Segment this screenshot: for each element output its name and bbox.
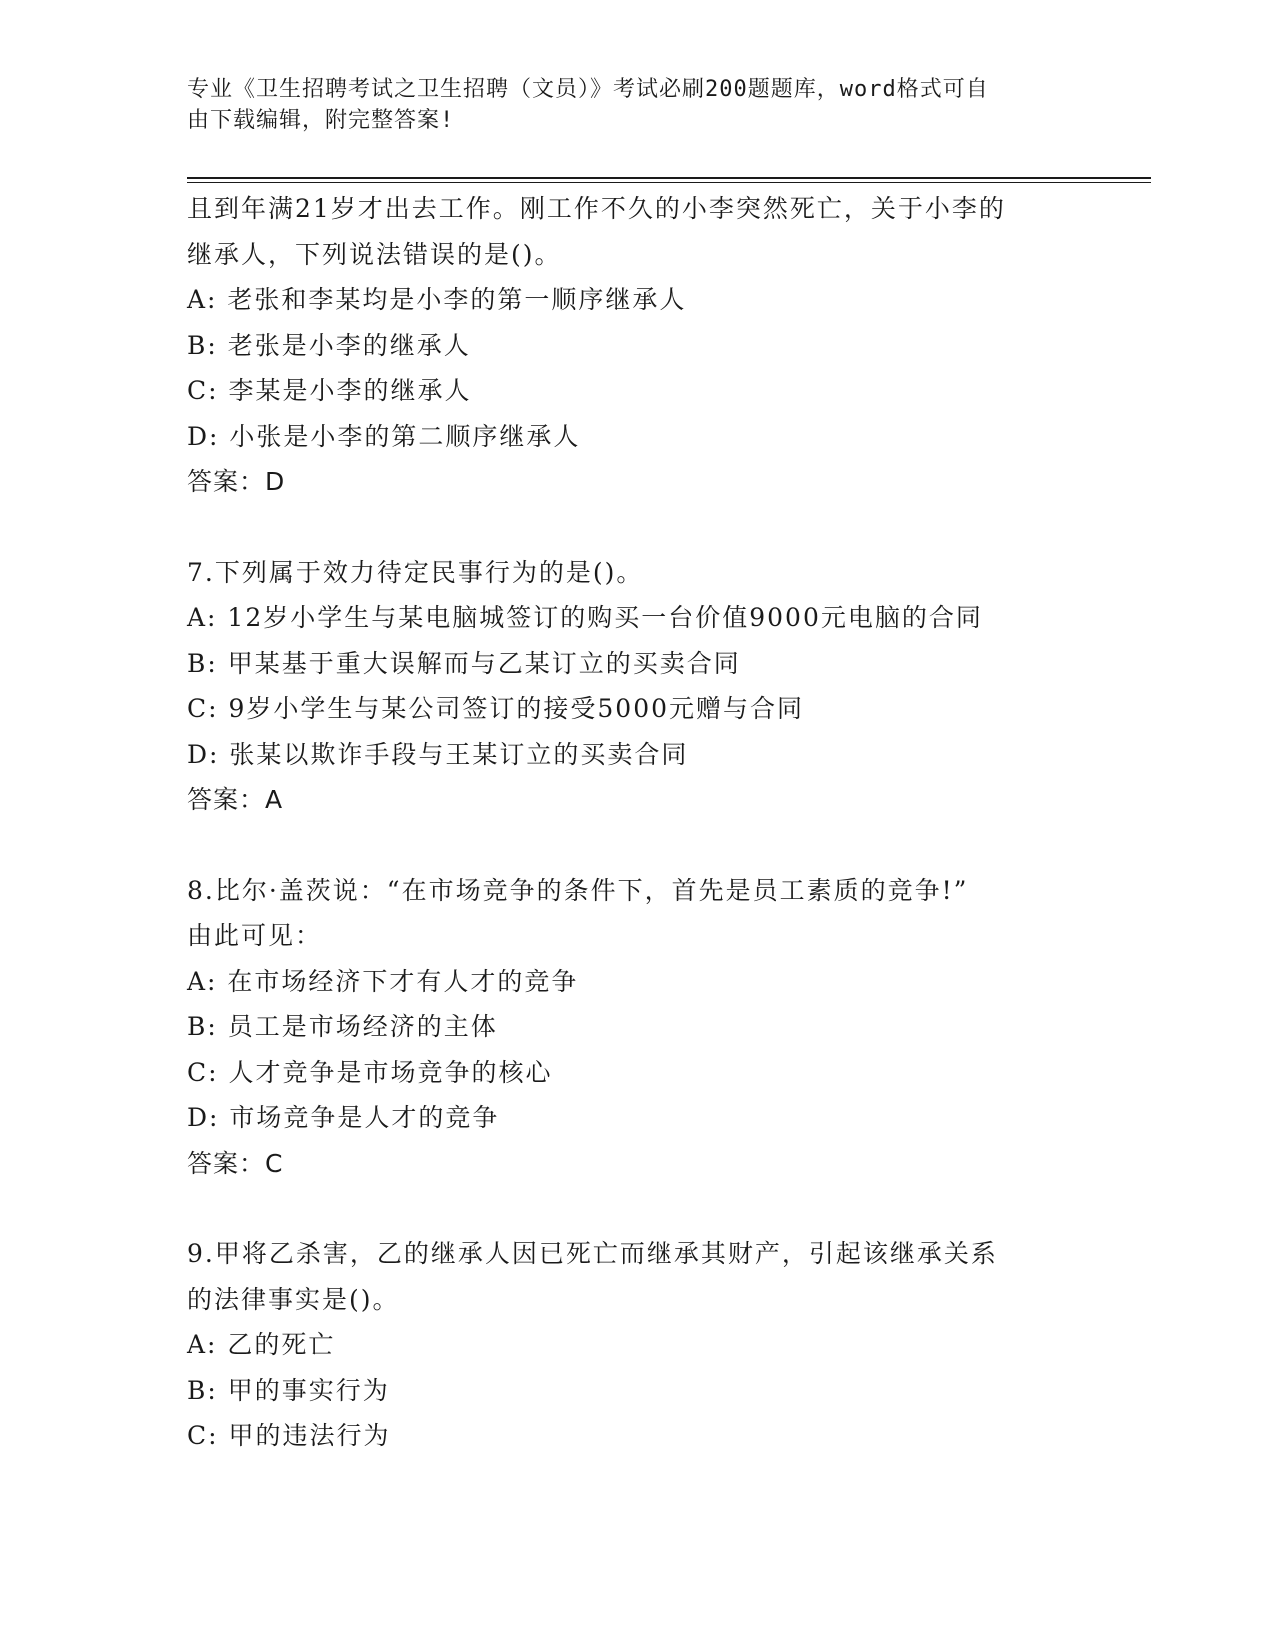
option-d: D: 小张是小李的第二顺序继承人	[187, 421, 581, 451]
option-d: D: 市场竞争是人才的竞争	[187, 1103, 500, 1132]
option-a: A: 在市场经济下才有人才的竞争	[187, 966, 579, 996]
option-c: C: 甲的违法行为	[187, 1421, 391, 1450]
question-spacer	[187, 1186, 1107, 1231]
question-content	[187, 186, 1107, 1459]
question-stem: 9.甲将乙杀害，乙的继承人因已死亡而继承其财产，引起该继承关系	[187, 1239, 998, 1268]
header-line-1: 专业《卫生招聘考试之卫生招聘（文员）》考试必刷200题题库，word格式可自	[187, 77, 989, 102]
question-stem: 由此可见：	[187, 921, 323, 950]
header-divider-thin	[187, 182, 1151, 183]
question-spacer	[187, 823, 1107, 868]
question-stem: 的法律事实是()。	[187, 1284, 400, 1314]
option-c: C: 9岁小学生与某公司签订的接受5000元赠与合同	[187, 694, 805, 723]
answer: 答案：A	[187, 785, 284, 814]
option-d: D: 张某以欺诈手段与王某订立的买卖合同	[187, 739, 689, 769]
option-a: A: 12岁小学生与某电脑城签订的购买一台价值9000元电脑的合同	[187, 603, 983, 632]
option-b: B: 甲的事实行为	[187, 1375, 390, 1405]
question-stem: 8.比尔·盖茨说：“在市场竞争的条件下，首先是员工素质的竞争!”	[187, 875, 969, 905]
question-8	[187, 868, 1107, 1187]
header-divider	[187, 177, 1151, 179]
option-a: A: 乙的死亡	[187, 1330, 336, 1359]
answer: 答案：C	[187, 1148, 284, 1178]
question-7	[187, 550, 1107, 823]
option-c: C: 人才竞争是市场竞争的核心	[187, 1057, 553, 1087]
option-c: C: 李某是小李的继承人	[187, 376, 472, 405]
question-spacer	[187, 505, 1107, 550]
header-line-2: 由下载编辑，附完整答案!	[187, 108, 455, 133]
question-stem: 且到年满21岁才出去工作。刚工作不久的小李突然死亡，关于小李的	[187, 194, 1006, 223]
option-a: A: 老张和李某均是小李的第一顺序继承人	[187, 285, 687, 314]
question-stem: 7.下列属于效力待定民事行为的是()。	[187, 557, 644, 587]
question-9	[187, 1231, 1107, 1459]
option-b: B: 员工是市场经济的主体	[187, 1012, 498, 1041]
question-6	[187, 186, 1107, 505]
option-b: B: 老张是小李的继承人	[187, 330, 471, 360]
option-b: B: 甲某基于重大误解而与乙某订立的买卖合同	[187, 648, 741, 678]
answer: 答案：D	[187, 467, 286, 496]
document-header	[187, 74, 1087, 136]
question-stem: 继承人，下列说法错误的是()。	[187, 239, 562, 269]
